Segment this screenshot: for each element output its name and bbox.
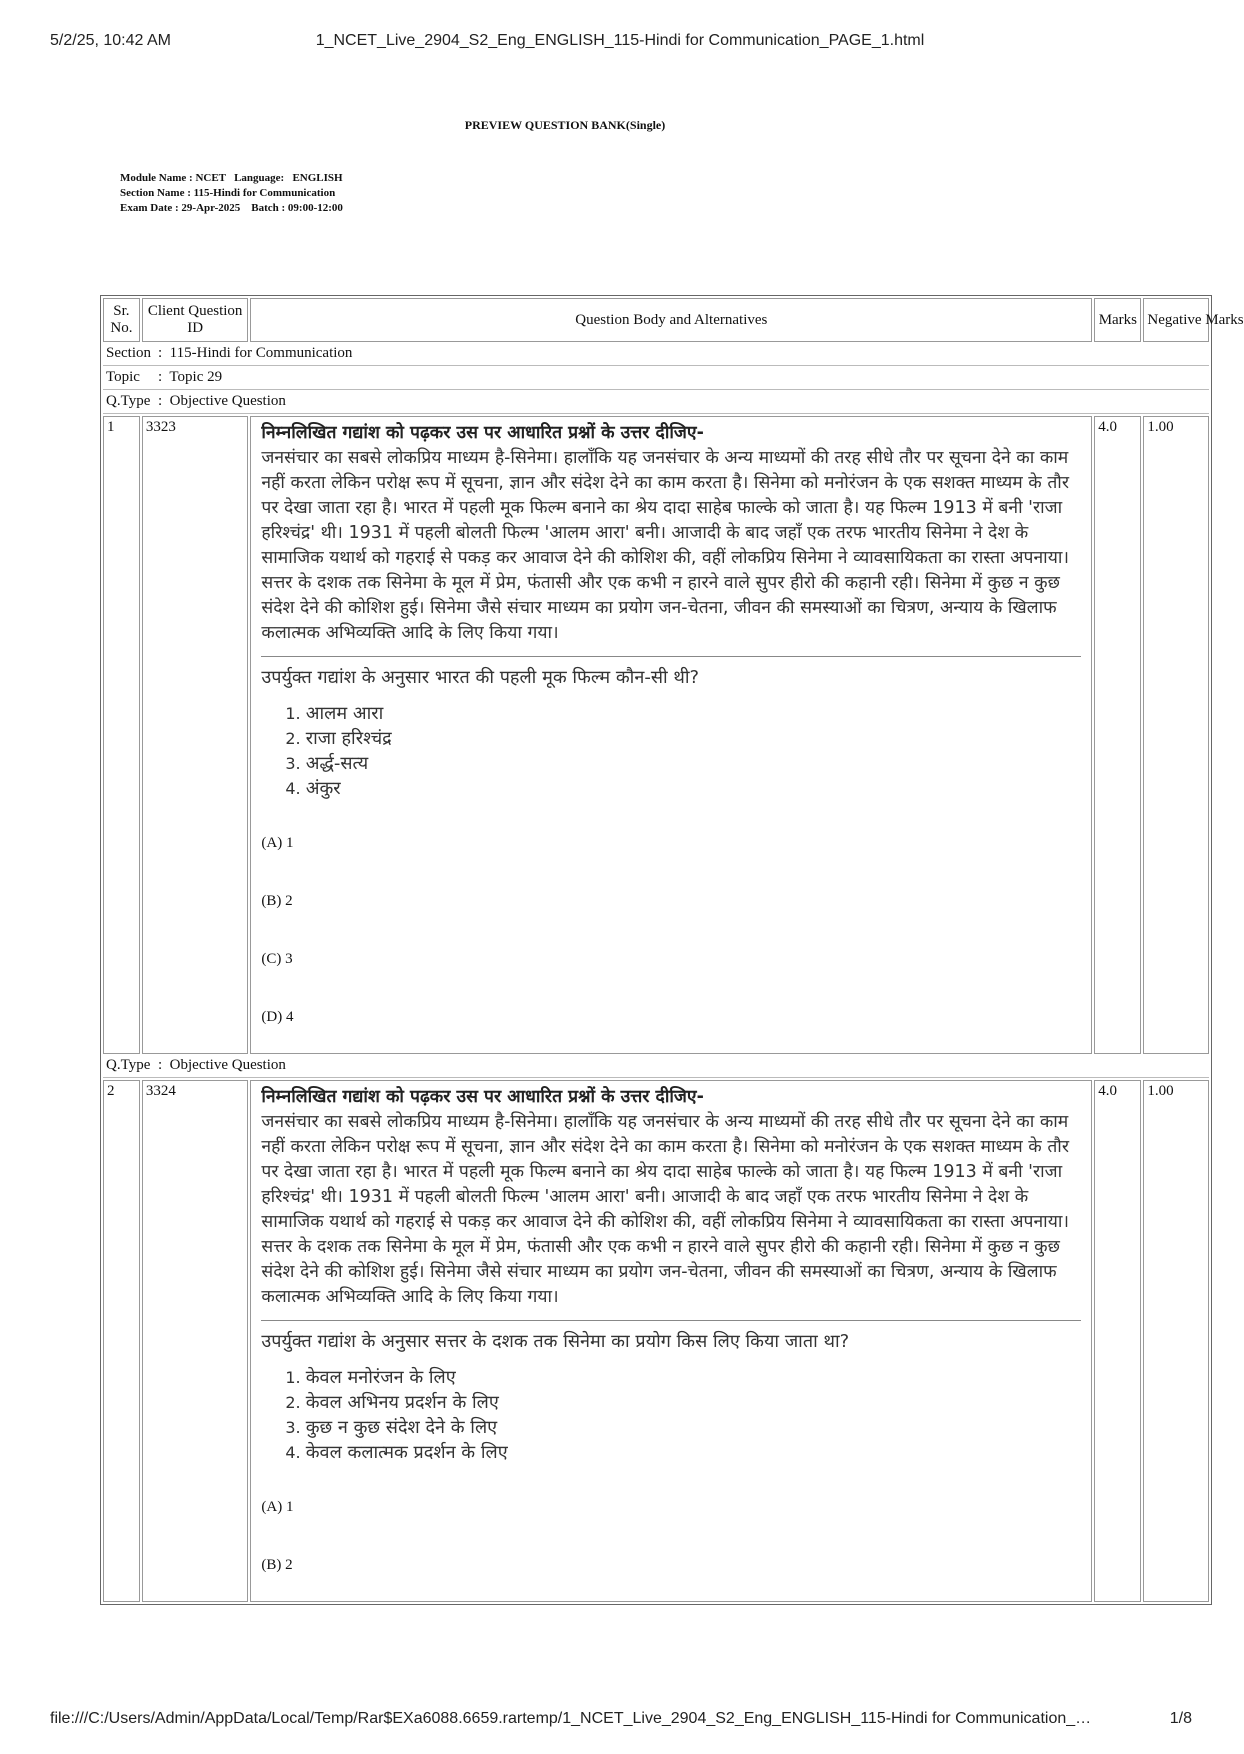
header-marks: Marks [1094, 298, 1141, 342]
question-text: उपर्युक्त गद्यांश के अनुसार भारत की पहली मूक फिल्म कौन-सी थी? [261, 667, 700, 688]
qtype-row [103, 1056, 1209, 1078]
option-text: आलम आरा [305, 703, 384, 724]
separator: : [158, 369, 163, 385]
question-body [250, 1080, 1092, 1602]
option-text: अंकुर [305, 778, 341, 799]
header-sr-no: Sr. No. [103, 298, 140, 342]
question-row [103, 416, 1209, 1054]
meta-module-line: Module Name : NCET Language: ENGLISH [120, 172, 343, 184]
answer-choice: (D) 4 [261, 1009, 294, 1025]
option-item: 1. केवल मनोरंजन के लिए [285, 1367, 456, 1388]
header-client-question-id: Client Question ID [142, 298, 249, 342]
option-item: 1. आलम आरा [285, 703, 384, 724]
question-table-wrap [100, 295, 1244, 1715]
qtype-row [103, 392, 1209, 414]
topic-value: Topic 29 [169, 369, 223, 385]
option-text: कुछ न कुछ संदेश देने के लिए [305, 1417, 498, 1438]
meta-section-line: Section Name : 115-Hindi for Communication [120, 187, 336, 199]
option-text: केवल मनोरंजन के लिए [305, 1367, 456, 1388]
question-table [100, 295, 1244, 1605]
question-sr-no: 2 [103, 1080, 140, 1602]
question-client-id: 3324 [142, 1080, 249, 1602]
topic-label: Topic [106, 369, 140, 385]
qtype-label: Q.Type [106, 1057, 151, 1073]
section-value: 115-Hindi for Communication [169, 345, 353, 361]
exam-meta [120, 171, 343, 216]
answer-choice: (B) 2 [261, 1557, 293, 1573]
divider [261, 656, 1081, 657]
print-page-number: 1/8 [1169, 1710, 1192, 1727]
qtype-label: Q.Type [106, 393, 151, 409]
separator: : [158, 1057, 163, 1073]
passage-text: जनसंचार का सबसे लोकप्रिय माध्यम है-सिनेमा। हालाँकि यह जनसंचार के अन्य माध्यमों की तरह सीधे तौर पर सूचना देने का काम नहीं करता लेकिन परोक्ष रूप में सूचना, ज्ञान और संदेश देने का काम करता है। सिनेमा को मनोरंजन के एक सशक्त माध्यम के तौर पर देखा जाता रहा है। भारत में पहली मूक फिल्म बनाने का श्रेय दादा साहेब फाल्के को जाता है। यह फिल्म 1913 में बनी 'राजा हरिश्चंद्र' थी। 1931 में पहली बोलती फिल्म 'आलम आरा' बनी। आजादी के बाद जहाँ एक तरफ भारतीय सिनेमा ने देश के सामाजिक यथार्थ को गहराई से पकड़ कर आवाज देने की कोशिश की, वहीं लोकप्रिय सिनेमा ने व्यावसायिकता का रास्ता अपनाया। सत्तर के दशक तक सिनेमा के मूल में प्रेम, फंतासी और एक कभी न हारने वाले सुपर हीरो की कहानी रही। सिनेमा में कुछ न कुछ संदेश देने की कोशिश हुई। सिनेमा जैसे संचार माध्यम का प्रयोग जन-चेतना, जीवन की समस्याओं का चित्रण, अन्याय के खिलाफ कलात्मक अभिव्यक्ति आदि के लिए किया गया। [261, 448, 1070, 643]
meta-exam-date-line: Exam Date : 29-Apr-2025 Batch : 09:00-12:00 [120, 202, 343, 214]
question-row [103, 1080, 1209, 1602]
print-datetime: 5/2/25, 10:42 AM [50, 32, 171, 49]
answer-choice: (C) 3 [261, 951, 293, 967]
option-item: 4. केवल कलात्मक प्रदर्शन के लिए [285, 1442, 508, 1463]
answer-choice: (A) 1 [261, 1499, 294, 1515]
answer-choice: (B) 2 [261, 893, 293, 909]
option-text: केवल कलात्मक प्रदर्शन के लिए [305, 1442, 508, 1463]
option-item: 4. अंकुर [285, 778, 341, 799]
option-item: 3. अर्द्ध-सत्य [285, 753, 369, 774]
qtype-value: Objective Question [169, 1057, 286, 1073]
option-item: 2. राजा हरिश्चंद्र [285, 728, 392, 749]
print-footer [0, 1710, 1240, 1732]
table-header-row [103, 298, 1209, 342]
print-page-title: 1_NCET_Live_2904_S2_Eng_ENGLISH_115-Hindi for Communication_PAGE_1.html [315, 32, 925, 49]
option-item: 2. केवल अभिनय प्रदर्शन के लिए [285, 1392, 499, 1413]
document-title: PREVIEW QUESTION BANK(Single) [464, 118, 666, 132]
option-list [285, 1365, 1081, 1465]
divider [261, 1320, 1081, 1321]
passage [261, 421, 1081, 646]
section-label: Section [106, 345, 151, 361]
question-sr-no: 1 [103, 416, 140, 1054]
question-negative-marks: 1.00 [1143, 416, 1209, 1054]
separator: : [158, 345, 163, 361]
option-text: राजा हरिश्चंद्र [305, 728, 392, 749]
question-client-id: 3323 [142, 416, 249, 1054]
header-question-body: Question Body and Alternatives [250, 298, 1092, 342]
option-list [285, 701, 1081, 801]
question-negative-marks: 1.00 [1143, 1080, 1209, 1602]
option-item: 3. कुछ न कुछ संदेश देने के लिए [285, 1417, 498, 1438]
qtype-value: Objective Question [169, 393, 286, 409]
header-negative-marks: Negative Marks [1143, 298, 1209, 342]
answer-choice: (A) 1 [261, 835, 294, 851]
passage-instruction: निम्नलिखित गद्यांश को पढ़कर उस पर आधारित प्रश्नों के उत्तर दीजिए- [261, 423, 704, 443]
option-text: केवल अभिनय प्रदर्शन के लिए [305, 1392, 499, 1413]
section-row [103, 344, 1209, 366]
print-header [0, 32, 1240, 54]
passage [261, 1085, 1081, 1310]
topic-row [103, 368, 1209, 390]
separator: : [158, 393, 163, 409]
question-marks: 4.0 [1094, 416, 1141, 1054]
question-body [250, 416, 1092, 1054]
passage-instruction: निम्नलिखित गद्यांश को पढ़कर उस पर आधारित प्रश्नों के उत्तर दीजिए- [261, 1087, 704, 1107]
question-marks: 4.0 [1094, 1080, 1141, 1602]
question-text: उपर्युक्त गद्यांश के अनुसार सत्तर के दशक तक सिनेमा का प्रयोग किस लिए किया जाता था? [261, 1331, 850, 1352]
option-text: अर्द्ध-सत्य [305, 753, 369, 774]
print-file-path: file:///C:/Users/Admin/AppData/Local/Temp/Rar$EXa6088.6659.rartemp/1_NCET_Live_2904_S2_Eng_ENGLISH_115-Hindi for Communication_… [50, 1710, 1092, 1727]
passage-text: जनसंचार का सबसे लोकप्रिय माध्यम है-सिनेमा। हालाँकि यह जनसंचार के अन्य माध्यमों की तरह सीधे तौर पर सूचना देने का काम नहीं करता लेकिन परोक्ष रूप में सूचना, ज्ञान और संदेश देने का काम करता है। सिनेमा को मनोरंजन के एक सशक्त माध्यम के तौर पर देखा जाता रहा है। भारत में पहली मूक फिल्म बनाने का श्रेय दादा साहेब फाल्के को जाता है। यह फिल्म 1913 में बनी 'राजा हरिश्चंद्र' थी। 1931 में पहली बोलती फिल्म 'आलम आरा' बनी। आजादी के बाद जहाँ एक तरफ भारतीय सिनेमा ने देश के सामाजिक यथार्थ को गहराई से पकड़ कर आवाज देने की कोशिश की, वहीं लोकप्रिय सिनेमा ने व्यावसायिकता का रास्ता अपनाया। सत्तर के दशक तक सिनेमा के मूल में प्रेम, फंतासी और एक कभी न हारने वाले सुपर हीरो की कहानी रही। सिनेमा में कुछ न कुछ संदेश देने की कोशिश हुई। सिनेमा जैसे संचार माध्यम का प्रयोग जन-चेतना, जीवन की समस्याओं का चित्रण, अन्याय के खिलाफ कलात्मक अभिव्यक्ति आदि के लिए किया गया। [261, 1112, 1070, 1307]
